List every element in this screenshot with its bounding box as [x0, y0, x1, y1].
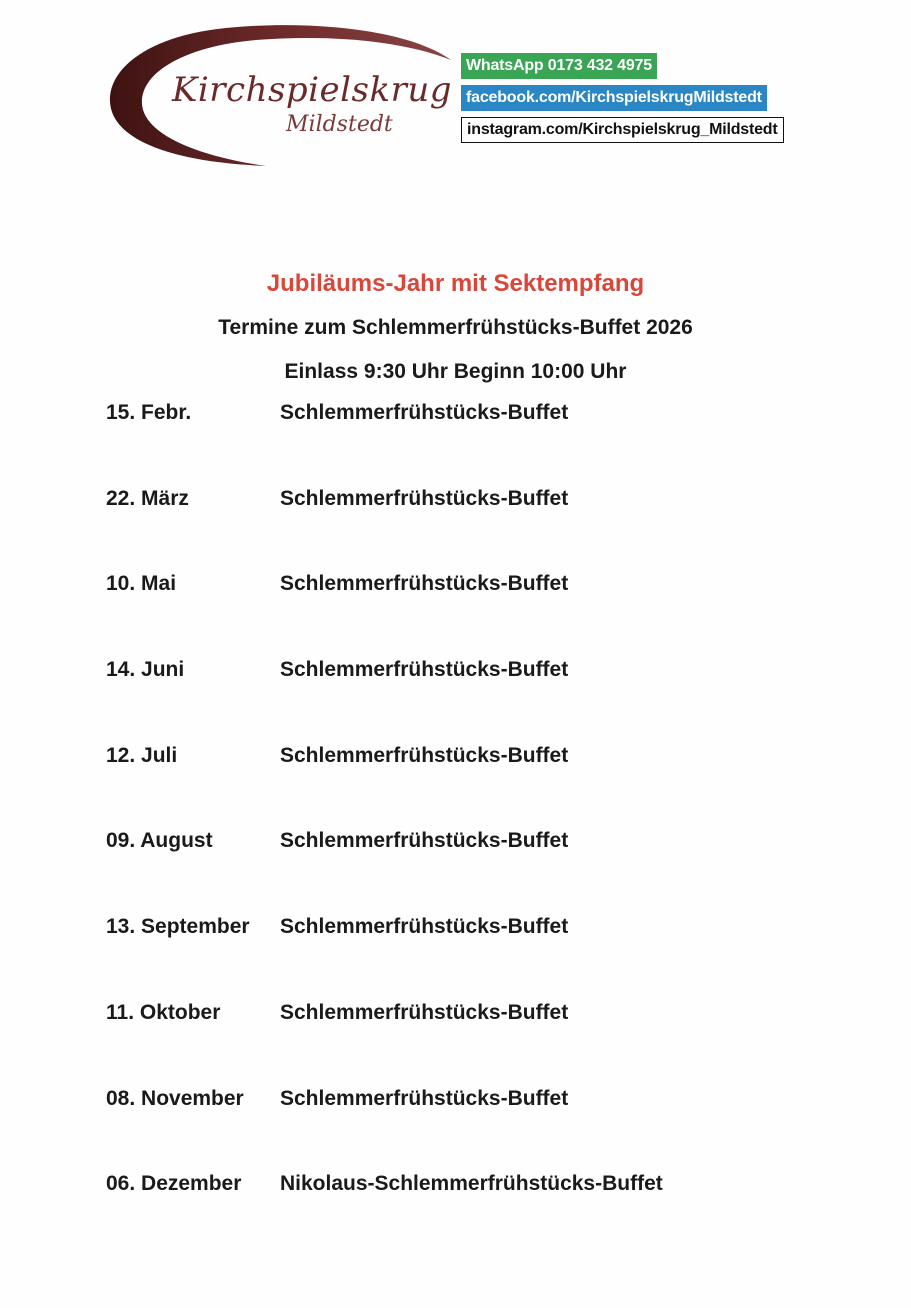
schedule-date: 08. November — [106, 1086, 244, 1110]
schedule-row — [106, 744, 806, 830]
schedule-row — [106, 1172, 806, 1258]
schedule-event: Schlemmerfrühstücks-Buffet — [280, 401, 569, 424]
schedule-date: 12. Juli — [106, 743, 178, 767]
schedule-row — [106, 915, 806, 1001]
schedule-date: 09. August — [106, 829, 213, 853]
whatsapp-badge: WhatsApp 0173 432 4975 — [461, 53, 657, 79]
schedule-date: 13. September — [106, 915, 250, 939]
schedule-date: 22. März — [106, 486, 189, 510]
schedule-date: 15. Febr. — [106, 401, 192, 424]
schedule-date: 11. Oktober — [106, 1000, 221, 1024]
social-links — [461, 53, 781, 149]
schedule-row — [106, 487, 806, 573]
schedule-event: Schlemmerfrühstücks-Buffet — [280, 829, 569, 853]
logo-subtitle: Mildstedt — [286, 112, 393, 137]
logo-title: Kirchspielskrug — [172, 70, 453, 110]
schedule-date: 14. Juni — [106, 658, 185, 682]
headline: Jubiläums-Jahr mit Sektempfang — [266, 270, 645, 297]
schedule-row — [106, 829, 806, 915]
schedule-event: Schlemmerfrühstücks-Buffet — [280, 743, 569, 767]
logo — [106, 20, 456, 170]
instagram-badge: instagram.com/Kirchspielskrug_Mildstedt — [461, 117, 784, 143]
schedule-date: 06. Dezember — [106, 1172, 242, 1196]
schedule-event: Schlemmerfrühstücks-Buffet — [280, 915, 569, 939]
subheadline: Termine zum Schlemmerfrühstücks-Buffet 2026 — [218, 316, 693, 339]
schedule-event: Schlemmerfrühstücks-Buffet — [280, 1000, 569, 1024]
schedule-list — [106, 401, 806, 1258]
schedule-event: Schlemmerfrühstücks-Buffet — [280, 658, 569, 682]
schedule-date: 10. Mai — [106, 572, 177, 596]
facebook-badge: facebook.com/KirchspielskrugMildstedt — [461, 85, 767, 111]
schedule-row — [106, 572, 806, 658]
schedule-row — [106, 658, 806, 744]
einlass-times: Einlass 9:30 Uhr Beginn 10:00 Uhr — [284, 360, 627, 383]
schedule-row — [106, 1001, 806, 1087]
schedule-event: Schlemmerfrühstücks-Buffet — [280, 572, 569, 596]
schedule-row — [106, 401, 806, 487]
schedule-row — [106, 1087, 806, 1173]
schedule-event: Nikolaus-Schlemmerfrühstücks-Buffet — [280, 1172, 663, 1196]
schedule-event: Schlemmerfrühstücks-Buffet — [280, 1086, 569, 1110]
schedule-event: Schlemmerfrühstücks-Buffet — [280, 486, 569, 510]
